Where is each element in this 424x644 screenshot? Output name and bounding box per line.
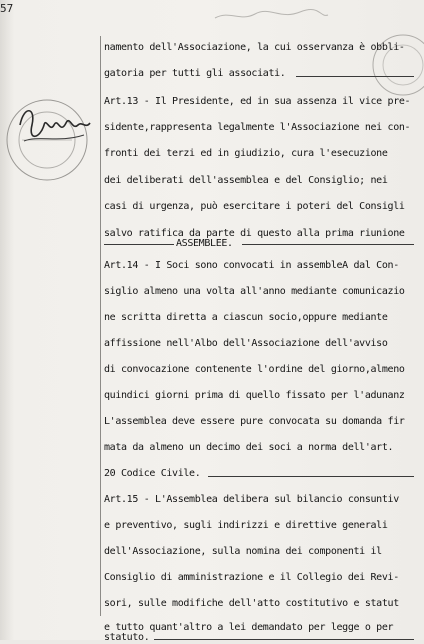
heading-rule-right <box>242 244 414 245</box>
text-line: 20 Codice Civile. <box>104 468 201 479</box>
text-line: Art.13 - Il Presidente, ed in sua assenza il vice pre- <box>104 96 411 107</box>
text-line: affissione nell'Albo dell'Associazione dell'avviso <box>104 338 388 349</box>
text-line: ne scritta diretta a ciascun socio,oppure mediante <box>104 312 388 323</box>
text-line: Consiglio di amministrazione e il Collegio dei Revi- <box>104 572 399 583</box>
fill-rule <box>208 476 414 477</box>
text-line: siglio almeno una volta all'anno mediante comunicazio <box>104 286 405 297</box>
text-line: sidente,rappresenta legalmente l'Associazione nei con- <box>104 122 411 133</box>
text-line: quindici giorni prima di quello fissato per l'adunanz <box>104 390 405 401</box>
signature <box>14 95 94 155</box>
heading-rule-left <box>104 244 174 245</box>
top-scribble <box>210 6 330 26</box>
text-line: e tutto quant'altro a lei demandato per legge o per <box>104 622 394 633</box>
fill-rule <box>296 76 414 77</box>
page-number: 57 <box>0 2 14 15</box>
text-line: Art.14 - I Soci sono convocati in assembleA dal Con- <box>104 260 399 271</box>
text-line: Art.15 - L'Assemblea delibera sul bilancio consuntiv <box>104 494 399 505</box>
text-line: salvo ratifica da parte di questo alla prima riunione <box>104 228 405 239</box>
text-line: e preventivo, sugli indirizzi e direttive generali <box>104 520 388 531</box>
text-line: mata da almeno un decimo dei soci a norma dell'art. <box>104 442 394 453</box>
text-line: dell'Associazione, sulla nomina dei componenti il <box>104 546 382 557</box>
text-line: dei deliberati dell'assemblea e del Consiglio; nei <box>104 175 388 186</box>
text-line: namento dell'Associazione, la cui osservanza è obbli- <box>104 42 405 53</box>
margin-line <box>100 36 101 616</box>
circular-stamp-right <box>368 30 424 100</box>
text-line: sori, sulle modifiche dell'atto costitutivo e statut <box>104 598 399 609</box>
section-heading: ASSEMBLEE. <box>176 238 233 249</box>
text-line: fronti dei terzi ed in giudizio, cura l'esecuzione <box>104 148 388 159</box>
text-line: statuto. <box>104 632 150 643</box>
text-line: L'assemblea deve essere pure convocata su domanda fir <box>104 416 405 427</box>
text-line: di convocazione contenente l'ordine del giorno,almeno <box>104 364 405 375</box>
text-line: casi di urgenza, può esercitare i poteri del Consigli <box>104 201 405 212</box>
text-line: gatoria per tutti gli associati. <box>104 68 286 79</box>
